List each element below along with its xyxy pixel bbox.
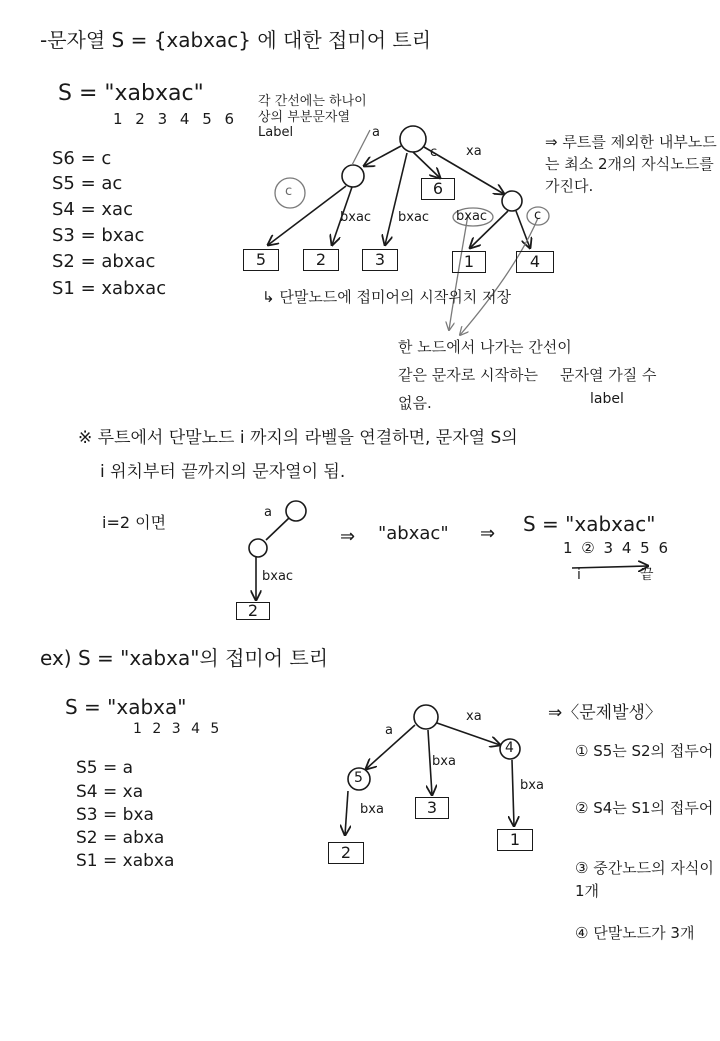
leaf-node: 3 [415, 797, 449, 819]
out-annotation-line3: 없음. [398, 394, 432, 412]
section1-string: S = "xabxac" [58, 81, 204, 106]
suffix-item: S4 = xa [76, 782, 144, 802]
example-arrow2: ⇒ [480, 523, 496, 544]
suffix-item: S2 = abxa [76, 828, 165, 848]
example-i-marker: i [577, 567, 581, 583]
note-line2: i 위치부터 끝까지의 문자열이 됨. [100, 462, 346, 482]
suffix-item: S2 = abxac [52, 251, 156, 272]
leaf-node: 4 [516, 251, 554, 273]
section2-string: S = "xabxa" [65, 695, 187, 719]
example-edge-bxac: bxac [262, 569, 294, 584]
section1-title: -문자열 S = {xabxac} 에 대한 접미어 트리 [40, 28, 432, 52]
leaf-node: 6 [421, 178, 455, 200]
problem-item: ① S5는 S2의 접두어 [575, 742, 714, 760]
example-string: S = "xabxac" [523, 512, 656, 536]
edge-label: a [372, 125, 380, 140]
edge-label: c [430, 145, 438, 160]
example-result: "abxac" [378, 523, 449, 544]
problem-item: ③ 중간노드의 자식이 1개 [575, 859, 714, 901]
example-indices: 1 ② 3 4 5 6 [563, 539, 671, 557]
leaf-node: 1 [452, 251, 486, 273]
example-arrow: ⇒ [340, 526, 356, 547]
example-leaf: 2 [236, 602, 270, 620]
out-annotation-line2: 같은 문자로 시작하는 [398, 366, 538, 384]
section2-indices: 1 2 3 4 5 [133, 721, 223, 737]
inner-node-label: 4 [505, 740, 514, 756]
edge-label: bxa [520, 778, 544, 793]
note-line1: ※ 루트에서 단말노드 i 까지의 라벨을 연결하면, 문자열 S의 [78, 428, 518, 448]
example-end-marker: 끝 [640, 567, 654, 583]
problems-title: ⇒〈문제발생〉 [548, 703, 662, 723]
inner-node-label: c [285, 184, 293, 199]
inner-node-a [342, 165, 364, 187]
edge-label: bxa [432, 754, 456, 769]
leaf-annotation: ↳ 단말노드에 접미어의 시작위치 저장 [262, 288, 511, 306]
out-annotation-line1: 한 노드에서 나가는 간선이 [398, 338, 572, 356]
suffix-item: S1 = xabxa [76, 851, 175, 871]
edge-label: bxac [398, 210, 430, 225]
leaf-node: 1 [497, 829, 533, 851]
out-annotation-side1: 문자열 가질 수 [560, 366, 657, 384]
leaf-node: 2 [303, 249, 339, 271]
root-annotation: ⇒ 루트를 제외한 내부노드는 최소 2개의 자식노드를 가진다. [545, 133, 717, 195]
section2-title: ex) S = "xabxa"의 접미어 트리 [40, 646, 329, 670]
edge-label: xa [466, 709, 482, 724]
suffix-item: S5 = ac [52, 173, 123, 194]
problem-item: ④ 단말노드가 3개 [575, 924, 695, 942]
example-edge-a: a [264, 505, 272, 520]
inner-node-label: 5 [354, 770, 363, 786]
suffix-item: S1 = xabxac [52, 278, 167, 299]
edge-label: c [534, 208, 542, 223]
example-condition: i=2 이면 [102, 513, 167, 532]
suffix-item: S6 = c [52, 148, 112, 169]
edge-annotation: 각 간선에는 하나이상의 부분문자열 Label [258, 94, 367, 141]
edge-label: xa [466, 144, 482, 159]
out-annotation-side2: label [590, 391, 624, 407]
leaf-node: 2 [328, 842, 364, 864]
edge-label: bxac [456, 209, 488, 224]
edge-label: bxac [340, 210, 372, 225]
edge-label: a [385, 723, 393, 738]
edge-label: bxa [360, 802, 384, 817]
suffix-item: S3 = bxac [52, 225, 145, 246]
root-node [400, 126, 426, 152]
section1-indices: 1 2 3 4 5 6 [113, 110, 239, 128]
problem-item: ② S4는 S1의 접두어 [575, 799, 714, 817]
leaf-node: 3 [362, 249, 398, 271]
suffix-item: S3 = bxa [76, 805, 154, 825]
inner-node-xa [502, 191, 522, 211]
leaf-node: 5 [243, 249, 279, 271]
suffix-item: S5 = a [76, 758, 134, 778]
suffix-item: S4 = xac [52, 199, 133, 220]
